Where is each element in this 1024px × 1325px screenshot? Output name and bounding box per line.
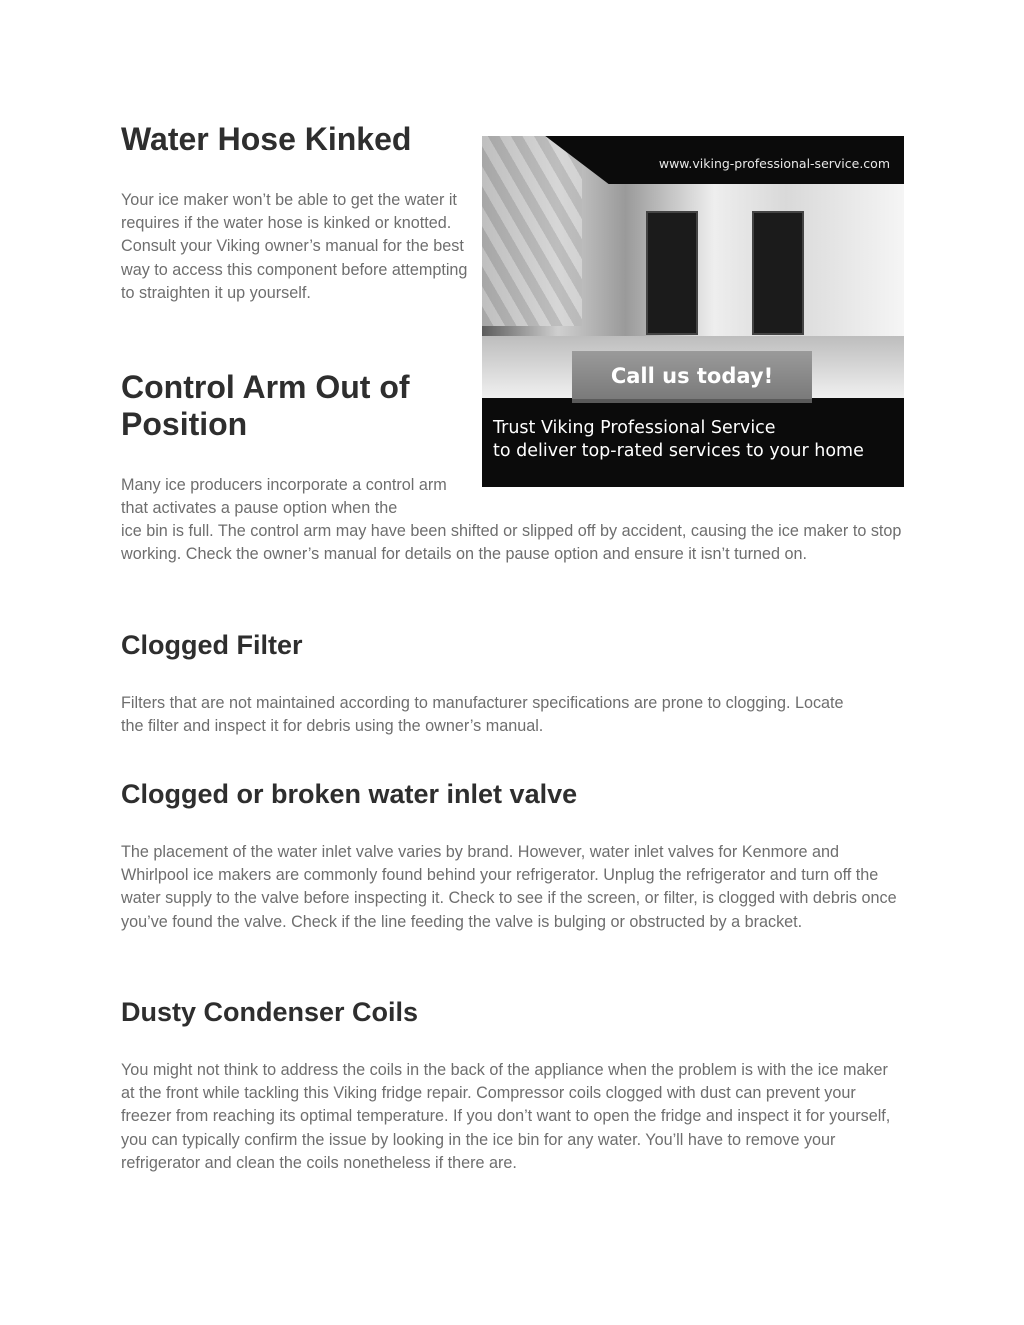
section-body: Filters that are not maintained according to manufacturer specifications are prone to clogging. Locate the filter and inspect it for debris using the owner’s manual.	[121, 694, 844, 736]
section-heading: Control Arm Out of Position	[121, 369, 410, 442]
wall-oven	[646, 211, 698, 335]
banner-url: www.viking-professional-service.com	[658, 156, 890, 171]
tagline-line-1: Trust Viking Professional Service	[493, 418, 776, 438]
section-heading: Clogged Filter	[121, 630, 303, 660]
promo-banner[interactable]	[482, 136, 904, 487]
banner-tagline	[493, 417, 864, 463]
wall-oven	[752, 211, 804, 335]
section-heading: Water Hose Kinked	[121, 121, 412, 157]
hexagon-wall-tiles	[482, 136, 582, 326]
section-heading: Clogged or broken water inlet valve	[121, 779, 578, 809]
section-body-continued: ice bin is full. The control arm may have been shifted or slipped off by accident, causing the ice maker to stop working. Check the owner’s manual for details on the pause option and ensure it isn’t turned on.	[121, 522, 902, 564]
section-heading: Dusty Condenser Coils	[121, 997, 419, 1027]
section-body: The placement of the water inlet valve varies by brand. However, water inlet valves for Kenmore and Whirlpool ice makers are commonly found behind your refrigerator. Unplug the refrigerator and turn off the water supply to the valve before inspecting it. Check to see if the screen, or filter, is clogged with debris once you’ve found the valve. Check if the line feeding the valve is bulging or obstructed by a bracket.	[121, 843, 897, 931]
tagline-line-2: to deliver top-rated services to your home	[493, 441, 864, 461]
section-body: You might not think to address the coils in the back of the appliance when the problem is with the ice maker at the front while tackling this Viking fridge repair. Compressor coils clogged with dust can prevent your freezer from reaching its optimal temperature. If you don’t want to open the fridge and inspect it for yourself, you can typically confirm the issue by looking in the ice bin for any water. You’ll have to remove your refrigerator and clean the coils nonetheless if there are.	[121, 1061, 891, 1172]
section-body: Many ice producers incorporate a control arm that activates a pause option when the	[121, 476, 447, 518]
call-us-button[interactable]: Call us today!	[572, 351, 812, 403]
section-body: Your ice maker won’t be able to get the water it requires if the water hose is kinked or knotted. Consult your Viking owner’s manual for the best way to access this component before attempting to straighten it up yourself.	[121, 191, 468, 302]
